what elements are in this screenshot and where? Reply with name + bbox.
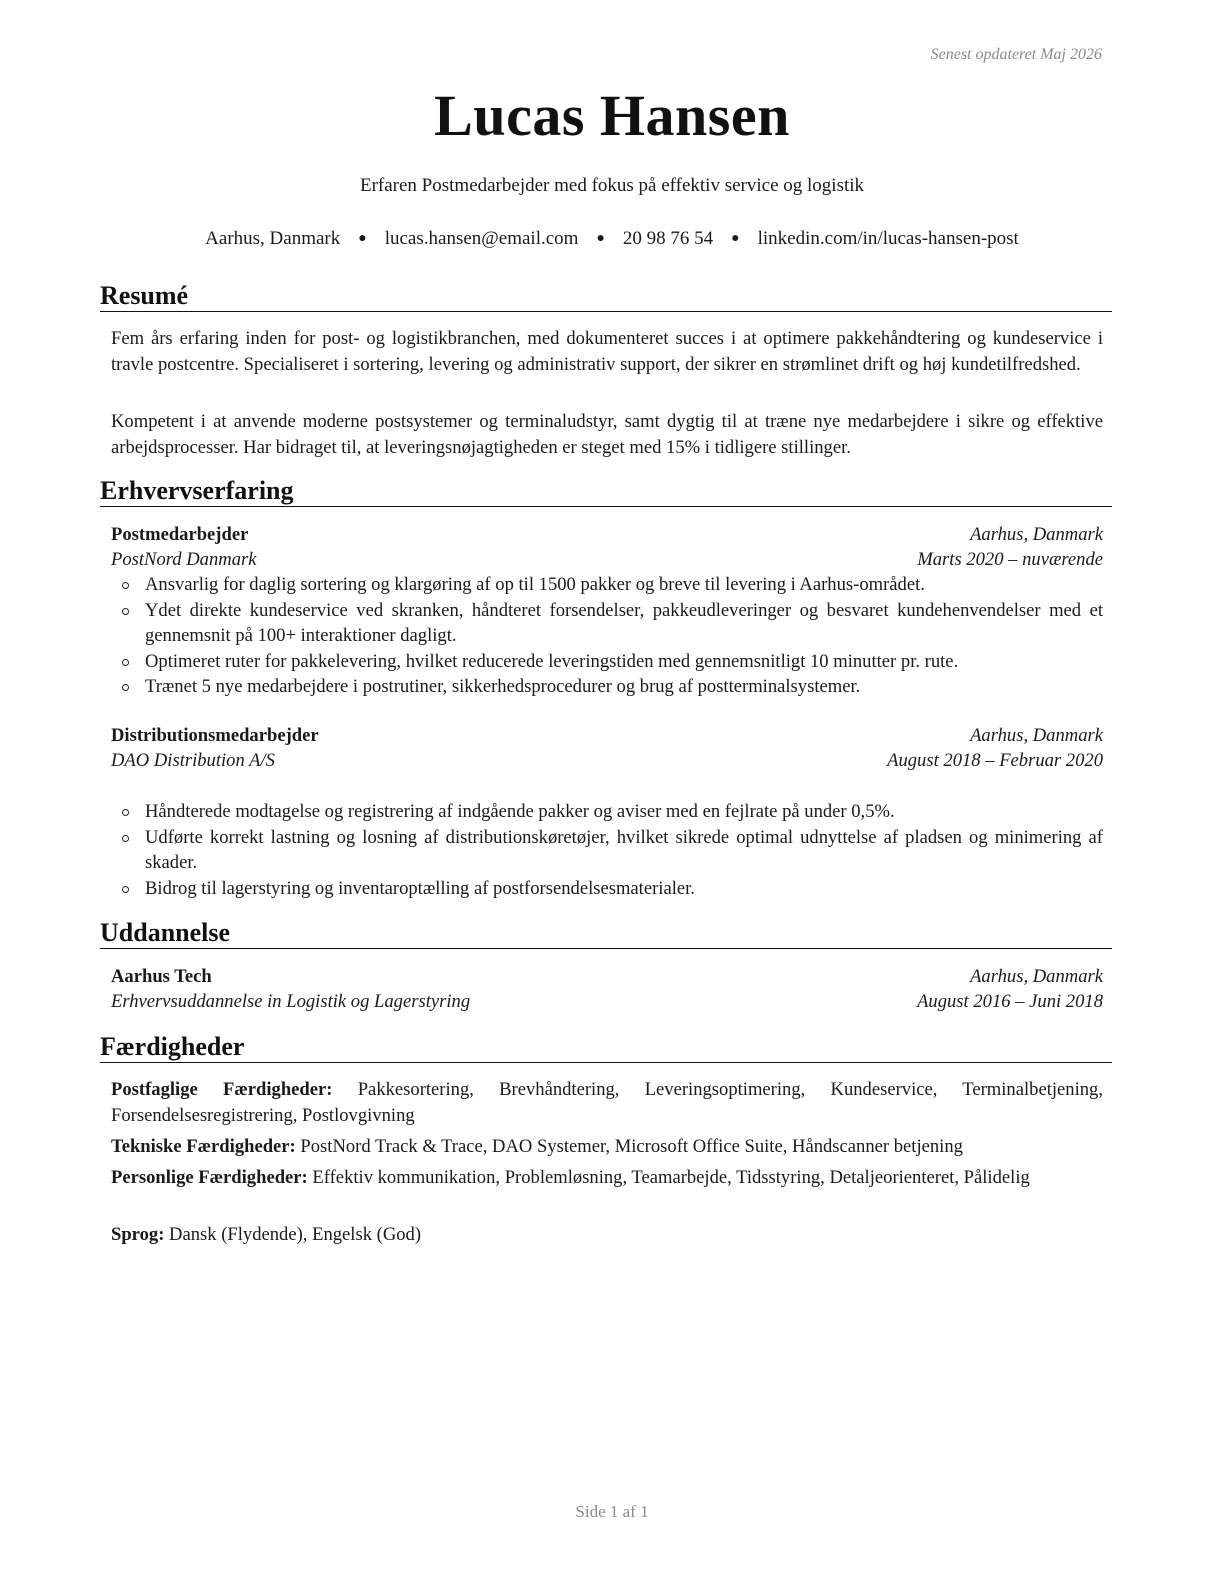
list-item — [111, 799, 1103, 825]
job-header — [111, 723, 1103, 749]
last-updated: Senest opdateret Maj 2026 — [930, 46, 1102, 63]
bullet-text: Håndterede modtagelse og registrering af indgående pakker og aviser med en fejlrate på under 0,5%. — [145, 801, 895, 822]
bullet-text: Udførte korrekt lastning og losning af distributionskøretøjer, hvilket sikrede optimal udnyttelse af pladsen og minimering af skader. — [145, 826, 1103, 873]
job-subheader — [111, 748, 1103, 774]
separator-dot: ● — [731, 231, 740, 246]
separator-dot: ● — [596, 231, 605, 246]
summary-paragraph: Fem års erfaring inden for post- og logistikbranchen, med dokumenteret succes i at optimere pakkehåndtering og kundeservice i travle postcentre. Specialiseret i sortering, levering og administrativ support, der sikrer en strømlinet drift og høj kundetilfredshed. — [111, 328, 1103, 375]
contact-email[interactable]: lucas.hansen@email.com — [384, 228, 579, 249]
section-title-skills: Færdigheder — [100, 1032, 1112, 1063]
education-degree: Erhvervsuddannelse in Logistik og Lagerstyring — [111, 991, 471, 1012]
job-dates: Marts 2020 – nuværende — [917, 549, 1103, 570]
list-item — [111, 598, 1103, 649]
skill-line — [111, 1222, 1103, 1248]
list-item — [111, 572, 1103, 598]
bullet-circle-icon — [122, 608, 129, 615]
education-school: Aarhus Tech — [111, 966, 212, 987]
job-subheader — [111, 547, 1103, 573]
education-location: Aarhus, Danmark — [970, 966, 1103, 987]
tagline: Erfaren Postmedarbejder med fokus på effektiv service og logistik — [359, 175, 865, 196]
bullet-circle-icon — [122, 809, 129, 816]
job-location: Aarhus, Danmark — [970, 524, 1103, 545]
list-item — [111, 649, 1103, 675]
bullet-circle-icon — [122, 835, 129, 842]
candidate-name: Lucas Hansen — [434, 83, 790, 148]
skill-label: Postfaglige Færdigheder: — [111, 1079, 333, 1100]
job-company: PostNord Danmark — [111, 549, 257, 570]
skill-label: Personlige Færdigheder: — [111, 1167, 308, 1188]
skill-value: Effektiv kommunikation, Problemløsning, Teamarbejde, Tidsstyring, Detaljeorienteret, Pålidelig — [312, 1167, 1030, 1188]
bullet-circle-icon — [122, 582, 129, 589]
list-item — [111, 674, 1103, 700]
summary-paragraph: Kompetent i at anvende moderne postsystemer og terminaludstyr, samt dygtig til at træne nye medarbejdere i sikre og effektive arbejdsprocesser. Har bidraget til, at leveringsnøjagtigheden er steget med 15% i tidligere stillinger. — [111, 411, 1103, 458]
skill-label: Tekniske Færdigheder: — [111, 1136, 296, 1157]
skill-value: PostNord Track & Trace, DAO Systemer, Microsoft Office Suite, Håndscanner betjening — [300, 1136, 963, 1157]
bullet-text: Trænet 5 nye medarbejdere i postrutiner, sikkerhedsprocedurer og brug af postterminalsystemer. — [145, 676, 861, 697]
bullet-text: Ydet direkte kundeservice ved skranken, håndteret forsendelser, pakkeudleveringer og besvaret kundehenvendelser med et gennemsnit på 100+ interaktioner dagligt. — [145, 599, 1103, 646]
skill-label: Sprog: — [111, 1224, 165, 1245]
bullet-text: Bidrog til lagerstyring og inventaroptælling af postforsendelsesmaterialer. — [145, 877, 695, 899]
contact-location: Aarhus, Danmark — [205, 228, 341, 249]
education-dates: August 2016 – Juni 2018 — [917, 991, 1103, 1012]
skill-value: Pakkesortering, Brevhåndtering, Leveringsoptimering, Kundeservice, Terminalbetjening, Forsendelsesregistrering, Postlovgivning — [111, 1079, 1103, 1126]
bullet-circle-icon — [122, 886, 129, 893]
education-header — [111, 964, 1103, 990]
list-item — [111, 876, 1103, 902]
bullet-text: Optimeret ruter for pakkelevering, hvilket reducerede leveringstiden med gennemsnitligt 10 minutter pr. rute. — [145, 650, 959, 672]
contact-phone[interactable]: 20 98 76 54 — [622, 228, 714, 249]
job-location: Aarhus, Danmark — [970, 725, 1103, 746]
page-number: Side 1 af 1 — [575, 1502, 649, 1521]
education-subheader — [111, 989, 1103, 1015]
list-item — [111, 825, 1103, 876]
section-title-experience: Erhvervserfaring — [100, 476, 1112, 507]
job-bullets — [111, 799, 1103, 901]
section-title-education: Uddannelse — [100, 918, 1112, 949]
bullet-circle-icon — [122, 659, 129, 666]
contact-line — [0, 228, 1224, 250]
skill-value: Dansk (Flydende), Engelsk (God) — [169, 1224, 422, 1245]
separator-dot: ● — [358, 231, 367, 246]
section-title-summary: Resumé — [100, 281, 1112, 312]
skill-line — [111, 1134, 1103, 1160]
job-role: Distributionsmedarbejder — [111, 725, 319, 746]
bullet-text: Ansvarlig for daglig sortering og klargøring af op til 1500 pakker og breve til levering i Aarhus-området. — [145, 574, 925, 595]
job-company: DAO Distribution A/S — [111, 750, 275, 771]
job-bullets — [111, 572, 1103, 700]
skill-line — [111, 1077, 1103, 1128]
job-role: Postmedarbejder — [111, 524, 249, 545]
skill-line — [111, 1165, 1103, 1191]
bullet-circle-icon — [122, 684, 129, 691]
job-header — [111, 522, 1103, 548]
job-dates: August 2018 – Februar 2020 — [887, 750, 1103, 771]
contact-linkedin[interactable]: linkedin.com/in/lucas-hansen-post — [757, 228, 1019, 249]
